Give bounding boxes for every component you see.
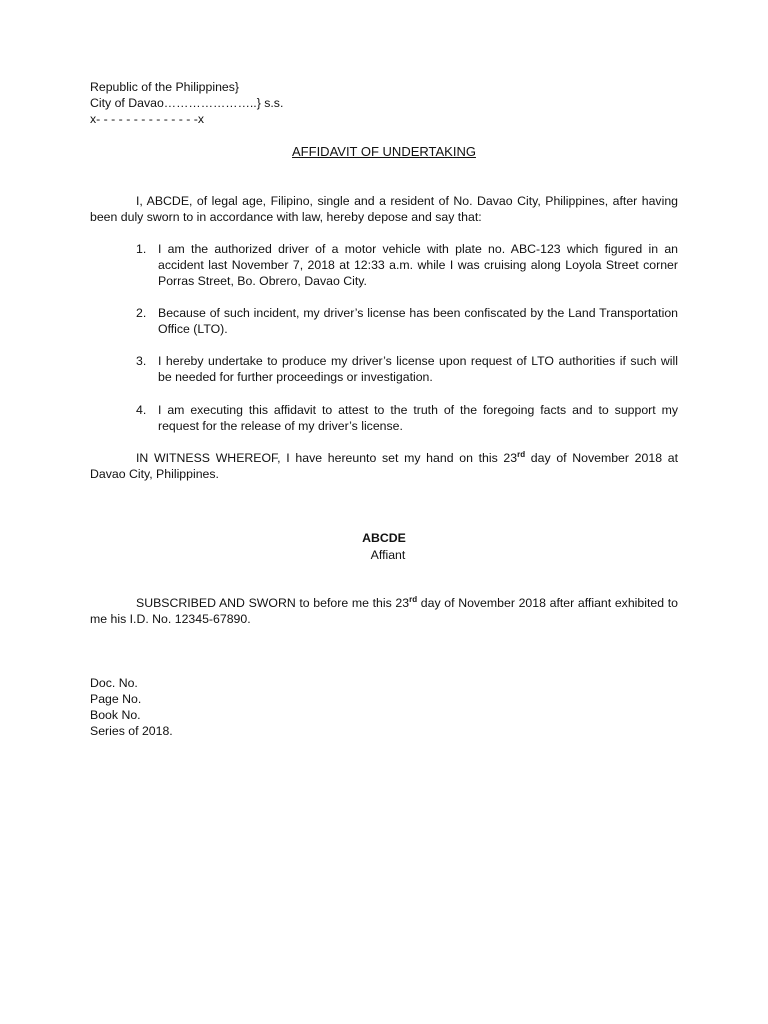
list-item-text: Because of such incident, my driver’s license has been confiscated by the Land Transportation Office (LTO). [158,306,678,336]
witness-ordinal: rd [517,449,526,459]
document-title: AFFIDAVIT OF UNDERTAKING [292,144,476,159]
jurat-ordinal: rd [409,594,418,604]
doc-no: Doc. No. [90,676,138,690]
list-item-text: I am executing this affidavit to attest to the truth of the foregoing facts and to support my request for the release of my driver’s license. [158,403,678,433]
affiant-role: Affiant [370,548,406,562]
jurat-paragraph [90,595,678,627]
list-item-number: 3. [136,354,147,368]
intro-paragraph: I, ABCDE, of legal age, Filipino, single and a resident of No. Davao City, Philippines, after having been duly sworn to in accordance with law, hereby depose and say that: [90,194,678,224]
list-item [136,353,678,385]
witness-text-before: IN WITNESS WHEREOF, I have hereunto set my hand on this 23 [136,451,518,465]
witness-paragraph [90,450,678,482]
list-item-number: 2. [136,306,147,320]
venue-city: City of Davao…………………..} s.s. [90,96,284,110]
series: Series of 2018. [90,724,173,738]
affiant-name [0,530,768,546]
list-item-text: I hereby undertake to produce my driver’s license upon request of LTO authorities if such will be needed for further proceedings or investigation. [158,354,678,384]
jurat-text-after: day of November 2018 after affiant exhibited to me his I.D. No. 12345-67890. [90,596,678,626]
list-item-text: I am the authorized driver of a motor vehicle with plate no. ABC-123 which figured in an accident last November 7, 2018 at 12:33 a.m. while I was cruising along Loyola Street corner Porras Street, Bo. Obrero, Davao City. [158,242,678,288]
page-no: Page No. [90,692,142,706]
affiant-name-text: ABCDE [362,531,406,545]
list-item [136,402,678,434]
list-item-number: 1. [136,242,147,256]
venue-republic: Republic of the Philippines} [90,80,240,94]
list-item [136,241,678,289]
venue-separator: x- - - - - - - - - - - - - -x [90,112,205,126]
list-item [136,305,678,337]
book-no: Book No. [90,708,141,722]
witness-text-after: day of November 2018 at Davao City, Philippines. [90,451,678,481]
jurat-text-before: SUBSCRIBED AND SWORN to before me this 23 [136,596,410,610]
list-item-number: 4. [136,403,147,417]
